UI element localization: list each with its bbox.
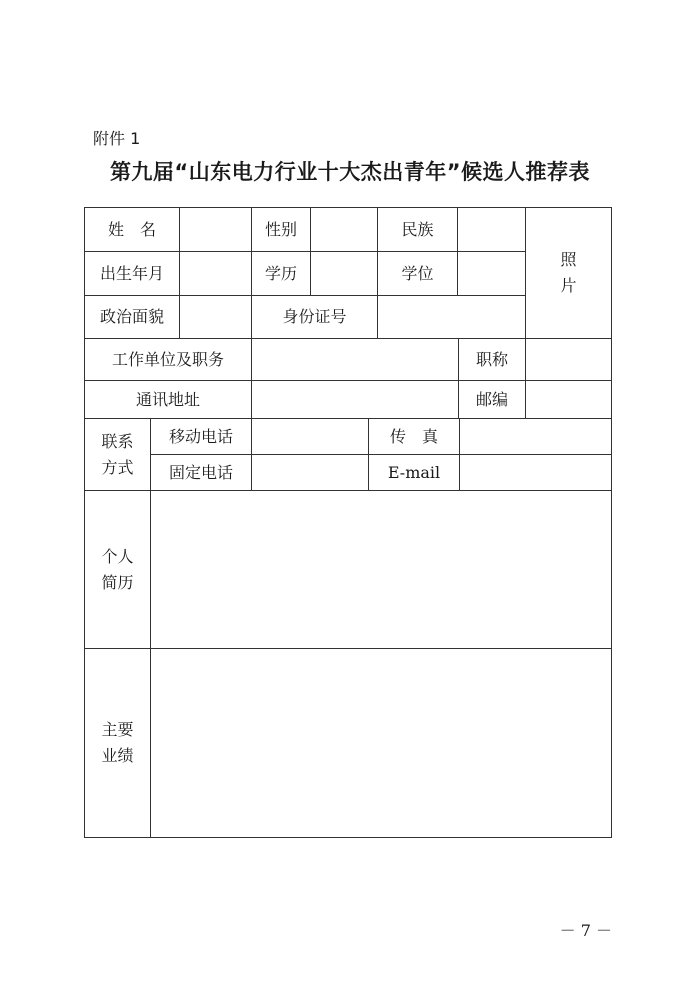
postcode-field[interactable] — [525, 380, 612, 419]
attachment-label: 附件 1 — [93, 129, 141, 148]
photo-box[interactable]: 照 片 — [525, 207, 612, 339]
gender-label: 性别 — [251, 207, 311, 252]
mobile-label: 移动电话 — [150, 418, 252, 455]
birth-label: 出生年月 — [84, 251, 180, 296]
degree-field[interactable] — [457, 251, 526, 296]
ethnicity-field[interactable] — [457, 207, 526, 252]
email-label: E-mail — [368, 454, 460, 491]
title-label: 职称 — [458, 338, 526, 381]
birth-field[interactable] — [179, 251, 252, 296]
work-label: 工作单位及职务 — [84, 338, 252, 381]
title-field[interactable] — [525, 338, 612, 381]
name-field[interactable] — [179, 207, 252, 252]
ethnicity-label: 民族 — [377, 207, 458, 252]
contact-label: 联系 方式 — [84, 418, 151, 491]
page-number: － 7 － — [559, 921, 612, 940]
address-label: 通讯地址 — [84, 380, 252, 419]
fax-label: 传 真 — [368, 418, 460, 455]
form-title: 第九届“山东电力行业十大杰出青年”候选人推荐表 — [109, 160, 591, 184]
achievements-label: 主要 业绩 — [84, 648, 151, 838]
landline-label: 固定电话 — [150, 454, 252, 491]
name-label: 姓 名 — [84, 207, 180, 252]
address-field[interactable] — [251, 380, 459, 419]
education-label: 学历 — [251, 251, 311, 296]
achievements-field[interactable] — [150, 648, 612, 838]
resume-label: 个人 简历 — [84, 490, 151, 649]
email-field[interactable] — [459, 454, 612, 491]
political-label: 政治面貌 — [84, 295, 180, 339]
political-field[interactable] — [179, 295, 252, 339]
mobile-field[interactable] — [251, 418, 369, 455]
education-field[interactable] — [310, 251, 378, 296]
id-label: 身份证号 — [251, 295, 378, 339]
recommendation-form — [84, 207, 612, 838]
degree-label: 学位 — [377, 251, 458, 296]
postcode-label: 邮编 — [458, 380, 526, 419]
id-field[interactable] — [377, 295, 526, 339]
landline-field[interactable] — [251, 454, 369, 491]
fax-field[interactable] — [459, 418, 612, 455]
resume-field[interactable] — [150, 490, 612, 649]
work-field[interactable] — [251, 338, 459, 381]
gender-field[interactable] — [310, 207, 378, 252]
